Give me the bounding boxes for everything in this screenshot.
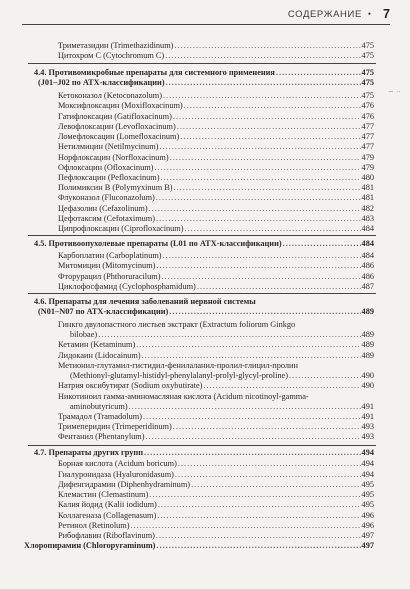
page-number: 7 — [383, 7, 390, 21]
toc-entry[interactable]: Метионил-глутамил-гистидил-фенилаланил-пролил-глицил-пролин — [58, 360, 298, 370]
toc-entry[interactable]: Цитохром С (Cytochromum C) ..... 475 — [58, 51, 374, 61]
toc-entry[interactable]: Ципрофлоксацин (Ciprofloxacinum) ..... 484 — [58, 224, 374, 234]
toc-entry[interactable]: Ломефлоксацин (Lomefloxacinum) ..... 477 — [58, 132, 374, 142]
toc-entry[interactable]: Флуконазол (Fluconazolum) ..... 481 — [58, 193, 374, 203]
toc-entry[interactable]: Карбоплатин (Carboplatinum) ..... 484 — [58, 251, 374, 261]
running-header — [288, 4, 390, 24]
toc-section-heading[interactable]: (J01–J02 по АТХ-классификации) ..... 475 — [38, 78, 374, 88]
toc-section-heading[interactable]: 4.5. Противоопухолевые препараты (L01 по АТХ-классификации) ..... 484 — [34, 239, 374, 249]
toc-entry[interactable]: Полимиксин В (Polymyxinum B) ..... 481 — [58, 183, 374, 193]
toc-entry[interactable]: Норфлоксацин (Norfloxacinum) ..... 479 — [58, 153, 374, 163]
toc-entry[interactable]: Пефлоксацин (Pefloxacinum) ..... 480 — [58, 173, 374, 183]
toc-section-heading[interactable]: 4.7. Препараты других групп ..... 494 — [34, 448, 374, 458]
toc-entry[interactable]: Дифенгидрамин (Diphenhydraminum) ..... 495 — [58, 480, 374, 490]
running-header-bullet: • — [367, 9, 372, 19]
toc-section-heading[interactable]: (N01–N07 по АТХ-классификации) ..... 489 — [38, 307, 374, 317]
margin-mark: ~ ·· — [388, 88, 401, 96]
toc-entry[interactable]: Цефазолин (Cefazolinum) ..... 482 — [58, 204, 374, 214]
section-rule — [28, 445, 376, 446]
toc-entry[interactable]: Офлоксацин (Ofloxacinum) ..... 479 — [58, 163, 374, 173]
toc-entry[interactable]: Кетоконазол (Ketoconazolum) ..... 475 — [58, 91, 374, 101]
toc-entry[interactable]: Цефотаксим (Cefotaximum) ..... 483 — [58, 214, 374, 224]
toc-entry[interactable]: Митомицин (Mitomycinum) ..... 486 — [58, 261, 374, 271]
toc-entry[interactable]: Калия йодид (Kalii iodidum) ..... 495 — [58, 500, 374, 510]
header-rule — [22, 24, 390, 25]
toc-entry[interactable]: Клемастин (Clemastinum) ..... 495 — [58, 490, 374, 500]
toc-entry[interactable]: Левофлоксацин (Levofloxacinum) ..... 477 — [58, 122, 374, 132]
toc-entry-continuation[interactable]: bilobae) ..... 489 — [70, 330, 374, 340]
toc-entry[interactable]: Никотиноил гамма-аминомасляная кислота (Acidum nicotinoyl-gamma- — [58, 391, 309, 401]
toc-entry[interactable]: Борная кислота (Acidum boricum) ..... 494 — [58, 459, 374, 469]
toc-entry-continuation[interactable]: aminobutyricum) ..... 491 — [70, 402, 374, 412]
toc-entry[interactable]: Моксифлоксацин (Moxifloxacinum) ..... 476 — [58, 101, 374, 111]
toc-entry[interactable]: Кетамин (Ketaminum) ..... 489 — [58, 340, 374, 350]
toc-entry[interactable]: Гинкго двулопастного листьев экстракт (Extractum foliorum Ginkgo — [58, 319, 296, 329]
running-header-title: СОДЕРЖАНИЕ — [287, 8, 362, 20]
toc-entry[interactable]: Трамадол (Tramadolum) ..... 491 — [58, 412, 374, 422]
toc-entry[interactable]: Лидокаин (Lidocainum) ..... 489 — [58, 351, 374, 361]
toc-entry[interactable]: Нетилмицин (Netilmycinum) ..... 477 — [58, 142, 374, 152]
toc-entry[interactable]: Триметазидин (Trimethazidinum) ..... 475 — [58, 41, 374, 51]
section-rule — [28, 293, 376, 294]
toc-entry[interactable]: Рибофлавин (Riboflavinum) ..... 497 — [58, 531, 374, 541]
toc-entry[interactable]: Натрия оксибутират (Sodium oxybutirate) ..... 490 — [58, 381, 374, 391]
toc-entry-continuation[interactable]: (Methionyl-glutamyl-histidyl-phenylalanyl-prolyl-glycyl-proline) ..... 490 — [70, 371, 374, 381]
toc-references-heading[interactable]: Хлоропирамин (Chloropyraminum) ..... 497 — [24, 541, 374, 551]
toc-entry[interactable]: Гиалуронидаза (Hyaluronidasum) ..... 494 — [58, 470, 374, 480]
toc-section-heading[interactable]: 4.4. Противомикробные препараты для системного применения ..... 475 — [34, 68, 374, 78]
toc-entry[interactable]: Тримеперидин (Trimeperidinum) ..... 493 — [58, 422, 374, 432]
section-rule — [28, 235, 376, 236]
toc-entry[interactable]: Гатифлоксацин (Gatifloxacinum) ..... 476 — [58, 112, 374, 122]
toc-section-heading[interactable]: 4.6. Препараты для лечения заболеваний нервной системы — [34, 296, 256, 306]
toc-entry[interactable]: Циклофосфамид (Cyclophosphamidum) ..... 487 — [58, 282, 374, 292]
toc-entry[interactable]: Ретинол (Retinolum) ..... 496 — [58, 521, 374, 531]
toc-entry[interactable]: Фентанил (Phentanylum) ..... 493 — [58, 432, 374, 442]
section-rule — [28, 63, 376, 64]
toc-entry[interactable]: Фторурацил (Phthoruracilum) ..... 486 — [58, 272, 374, 282]
toc-entry[interactable]: Коллагеназа (Collagenasum) ..... 496 — [58, 511, 374, 521]
